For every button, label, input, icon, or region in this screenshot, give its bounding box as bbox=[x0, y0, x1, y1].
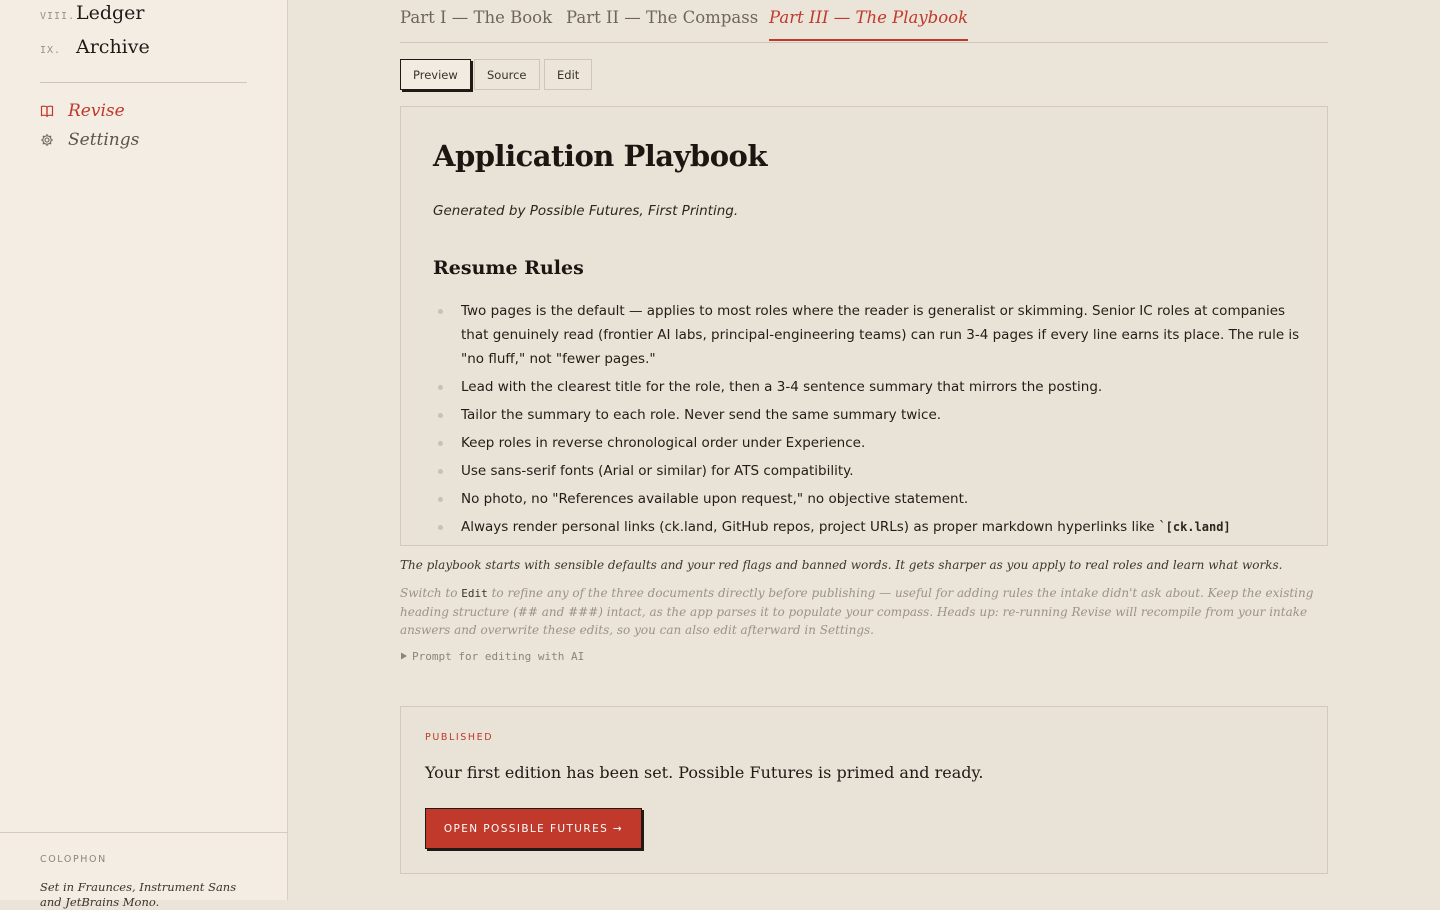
list-item: Two pages is the default — applies to most roles where the reader is generalist or skimming. Senior IC roles at companies that genuinely read (frontier AI labs, principal-engineering teams) can run 3-4 pages if every line earns its place. The rule is "no fluff," not "fewer pages." bbox=[433, 299, 1303, 371]
sidebar-divider bbox=[40, 82, 247, 83]
sidebar-link-label: Settings bbox=[68, 130, 140, 150]
note-text: Switch to bbox=[400, 586, 462, 600]
sidebar-item-ledger[interactable] bbox=[40, 2, 145, 24]
published-card bbox=[400, 706, 1328, 874]
section-heading: Resume Rules bbox=[433, 257, 584, 279]
rules-list bbox=[433, 299, 1303, 543]
published-message: Your first edition has been set. Possible Futures is primed and ready. bbox=[425, 763, 984, 782]
edit-instructions-note bbox=[400, 584, 1320, 639]
playbook-intro-note: The playbook starts with sensible defaults and your red flags and banned words. It gets sharper as you apply to real roles and learn what works. bbox=[400, 558, 1283, 572]
list-item bbox=[433, 515, 1303, 539]
colophon-divider bbox=[0, 832, 288, 833]
document-preview[interactable] bbox=[400, 106, 1328, 546]
book-icon bbox=[40, 104, 54, 118]
nav-label: Ledger bbox=[76, 2, 145, 24]
ai-prompt-toggle[interactable] bbox=[400, 650, 584, 663]
note-text: to refine any of the three documents directly before publishing — useful for adding rules the intake didn't ask about. Keep the existing heading structure (## and ###) intact, as the app parses it to populate your compass. Heads up: re-running Revise will recompile from your intake answers and overwrite these edits, so you can also edit afterward in Settings. bbox=[400, 586, 1314, 637]
list-item: No photo, no "References available upon request," no objective statement. bbox=[433, 487, 1303, 511]
source-button[interactable]: Source bbox=[474, 59, 540, 90]
open-possible-futures-button[interactable]: OPEN POSSIBLE FUTURES → bbox=[425, 808, 642, 849]
sidebar-link-settings[interactable] bbox=[40, 130, 139, 150]
list-item: Lead with the clearest title for the role, then a 3-4 sentence summary that mirrors the posting. bbox=[433, 375, 1303, 399]
nav-number: VIII. bbox=[40, 11, 76, 22]
sidebar-item-archive[interactable] bbox=[40, 36, 150, 58]
preview-button[interactable]: Preview bbox=[400, 59, 471, 90]
gear-icon bbox=[40, 133, 54, 147]
published-label: PUBLISHED bbox=[425, 732, 494, 743]
edit-button[interactable]: Edit bbox=[544, 59, 592, 90]
list-item: Use sans-serif fonts (Arial or similar) for ATS compatibility. bbox=[433, 459, 1303, 483]
document-subtitle: Generated by Possible Futures, First Printing. bbox=[433, 203, 739, 219]
toggle-label: Prompt for editing with AI bbox=[412, 650, 585, 663]
list-item: Keep roles in reverse chronological order under Experience. bbox=[433, 431, 1303, 455]
colophon-text: Set in Fraunces, Instrument Sans and JetBrains Mono. bbox=[40, 880, 237, 909]
tab-part-3[interactable]: Part III — The Playbook bbox=[769, 8, 968, 41]
triangle-right-icon bbox=[400, 650, 408, 663]
inline-code: [ck.land] bbox=[1165, 520, 1231, 534]
sidebar-link-revise[interactable] bbox=[40, 101, 125, 121]
list-item: Tailor the summary to each role. Never send the same summary twice. bbox=[433, 403, 1303, 427]
inline-code: Edit bbox=[461, 587, 488, 600]
sidebar-link-label: Revise bbox=[68, 101, 125, 121]
tab-part-1[interactable]: Part I — The Book bbox=[400, 8, 553, 27]
nav-label: Archive bbox=[76, 36, 150, 58]
colophon-title: COLOPHON bbox=[40, 854, 107, 865]
tab-part-2[interactable]: Part II — The Compass bbox=[566, 8, 759, 27]
sidebar bbox=[0, 0, 288, 909]
document-title: Application Playbook bbox=[433, 139, 767, 173]
rule-text: Always render personal links (ck.land, GitHub repos, project URLs) as proper markdown hyperlinks like ` bbox=[461, 519, 1166, 535]
nav-number: IX. bbox=[40, 45, 62, 56]
part-tabs bbox=[400, 0, 1328, 43]
